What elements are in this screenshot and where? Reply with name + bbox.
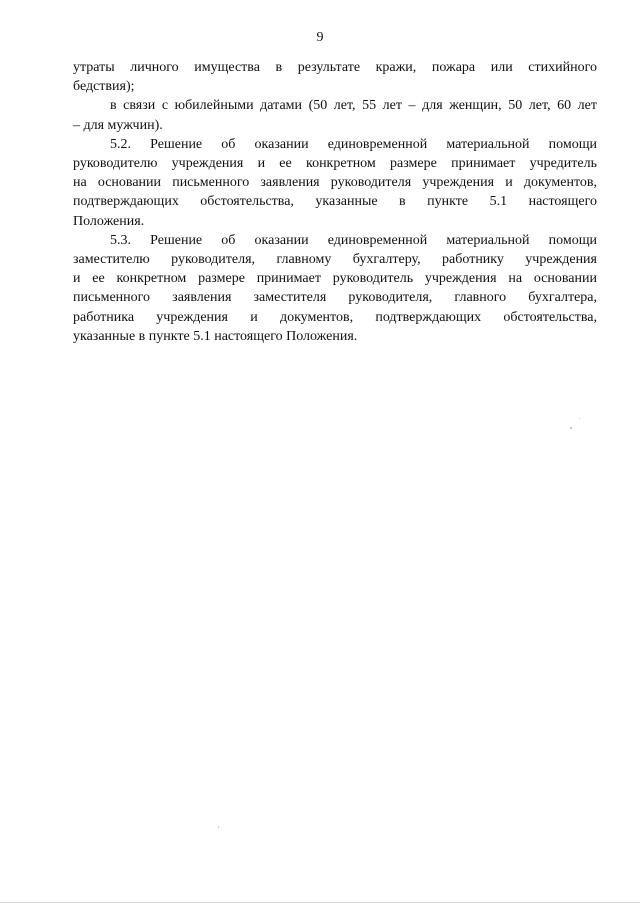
text-line: 5.2. Решение об оказании единовременной материальной помощи (110, 136, 597, 152)
text-line: письменного заявления заместителя руководителя, главного бухгалтера, (73, 290, 597, 306)
paragraph-property-loss (73, 58, 597, 96)
text-line: Положения. (73, 213, 145, 229)
text-line: руководителю учреждения и ее конкретном размере принимает учредитель (73, 156, 597, 172)
text-line: утраты личного имущества в результате кражи, пожара или стихийного (73, 60, 597, 75)
scan-speck (218, 826, 219, 828)
text-line: на основании письменного заявления руководителя учреждения и документов, (73, 175, 597, 191)
paragraph-clause-5-2 (73, 135, 597, 231)
text-line: – для мужчин). (73, 117, 163, 133)
document-body (73, 58, 597, 346)
scan-edge (0, 902, 640, 903)
paragraph-anniversary (73, 96, 597, 134)
scan-speck (579, 418, 580, 419)
text-line: указанные в пункте 5.1 настоящего Положения. (73, 328, 358, 344)
text-line: подтверждающих обстоятельства, указанные в пункте 5.1 настоящего (73, 194, 597, 210)
text-line: 5.3. Решение об оказании единовременной материальной помощи (110, 232, 597, 248)
text-line: в связи с юбилейными датами (50 лет, 55 лет – для женщин, 50 лет, 60 лет (110, 98, 597, 114)
page-number: 9 (316, 30, 324, 45)
text-line: бедствия); (73, 79, 135, 95)
paragraph-clause-5-3 (73, 231, 597, 346)
text-line: заместителю руководителя, главному бухгалтеру, работнику учреждения (73, 252, 597, 268)
scan-speck (570, 427, 572, 429)
text-line: работника учреждения и документов, подтверждающих обстоятельства, (73, 309, 597, 325)
text-line: и ее конкретном размере принимает руководитель учреждения на основании (73, 271, 597, 287)
